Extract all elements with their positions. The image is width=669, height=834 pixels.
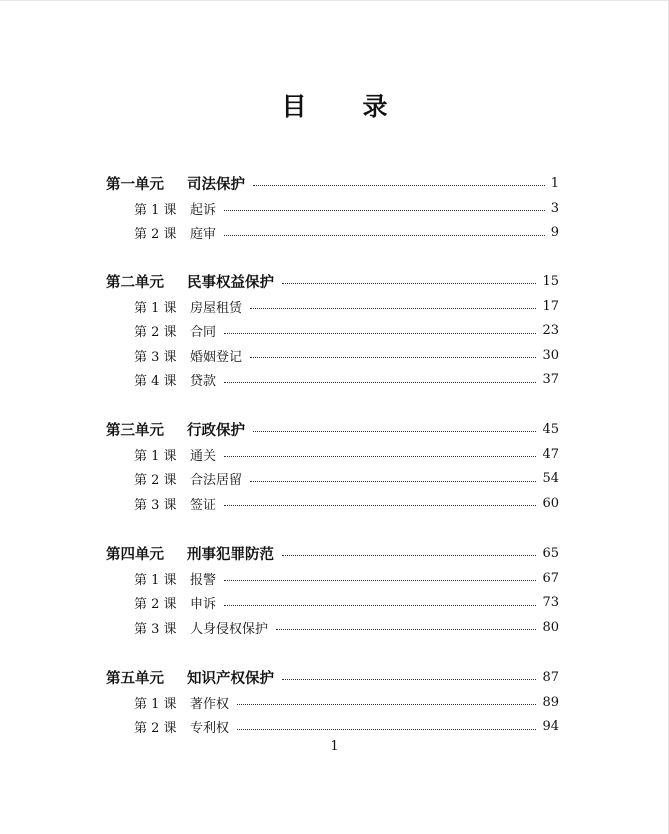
toc-lesson-title: 房屋租赁 — [190, 300, 243, 316]
toc-dot-leader — [224, 604, 536, 606]
toc-dot-leader — [237, 728, 536, 730]
page-title: 目录 — [281, 92, 444, 121]
toc-unit-title: 行政保护 — [187, 422, 245, 439]
toc-page-number: 45 — [542, 421, 559, 437]
toc-dot-leader — [250, 356, 536, 358]
toc-dot-leader — [282, 282, 536, 284]
toc-lesson-row — [0, 469, 669, 489]
toc-page-number: 47 — [542, 446, 559, 462]
toc-lesson-row — [0, 444, 669, 464]
toc-unit-row — [0, 173, 669, 193]
toc-lesson-label: 第 3 课 — [134, 621, 177, 637]
toc-lesson-label: 第 2 课 — [134, 597, 177, 612]
toc-lesson-row — [0, 692, 669, 712]
toc-page-number: 1 — [550, 175, 559, 191]
toc-page-number: 65 — [542, 545, 559, 561]
toc-unit-row — [0, 419, 669, 439]
toc-page-number: 87 — [542, 669, 559, 685]
toc-page-number: 89 — [542, 694, 559, 710]
toc-lesson-label: 第 2 课 — [134, 227, 177, 242]
toc-lesson-label: 第 2 课 — [134, 473, 177, 488]
toc-lesson-row — [0, 296, 669, 316]
toc-page-number: 37 — [542, 372, 559, 387]
toc-page-number: 67 — [542, 570, 559, 586]
toc-dot-leader — [276, 628, 536, 630]
toc-page-number: 9 — [550, 225, 559, 240]
toc-lesson-title: 专利权 — [190, 721, 230, 736]
toc-lesson-row — [0, 568, 669, 588]
toc-dot-leader — [253, 430, 536, 432]
toc-lesson-label: 第 1 课 — [134, 202, 177, 218]
toc-unit-label: 第四单元 — [106, 546, 164, 563]
toc-dot-leader — [224, 332, 536, 334]
toc-dot-leader — [250, 307, 536, 309]
toc-page-number: 73 — [542, 595, 559, 610]
toc-unit-title: 刑事犯罪防范 — [187, 546, 274, 563]
toc-unit-title: 司法保护 — [187, 176, 245, 193]
toc-dot-leader — [224, 234, 545, 236]
toc-dot-leader — [282, 554, 536, 556]
toc-unit-title: 民事权益保护 — [187, 274, 274, 291]
toc-lesson-title: 人身侵权保护 — [190, 621, 269, 637]
toc-lesson-label: 第 4 课 — [134, 374, 177, 389]
toc-page-number: 23 — [542, 323, 559, 338]
toc-lesson-title: 通关 — [190, 448, 217, 464]
toc-lesson-row — [0, 321, 669, 341]
toc-lesson-label: 第 1 课 — [134, 300, 177, 316]
toc-lesson-row — [0, 493, 669, 513]
toc-dot-leader — [224, 579, 536, 581]
toc-lesson-label: 第 3 课 — [134, 349, 177, 365]
toc-unit-label: 第一单元 — [106, 176, 164, 193]
toc-page-number: 17 — [542, 298, 559, 314]
toc-page-number: 54 — [542, 471, 559, 486]
toc-lesson-row — [0, 717, 669, 737]
toc-lesson-label: 第 1 课 — [134, 696, 177, 712]
toc-unit-label: 第二单元 — [106, 274, 164, 291]
toc-dot-leader — [224, 455, 536, 457]
toc-lesson-title: 签证 — [190, 497, 217, 513]
toc-lesson-label: 第 2 课 — [134, 325, 177, 340]
toc-dot-leader — [282, 678, 536, 680]
toc-lesson-title: 婚姻登记 — [190, 349, 243, 365]
toc-lesson-title: 起诉 — [190, 202, 217, 218]
toc-dot-leader — [250, 480, 536, 482]
toc-lesson-row — [0, 223, 669, 243]
toc-page-number: 60 — [542, 495, 559, 511]
toc-page-number: 15 — [542, 273, 559, 289]
toc-lesson-title: 报警 — [190, 572, 217, 588]
toc-unit-label: 第五单元 — [106, 670, 164, 687]
toc-unit-label: 第三单元 — [106, 422, 164, 439]
toc-unit-row — [0, 271, 669, 291]
toc-lesson-row — [0, 370, 669, 390]
toc-lesson-title: 贷款 — [190, 374, 217, 389]
page-footer-number: 1 — [330, 739, 339, 754]
toc-lesson-title: 庭审 — [190, 227, 217, 242]
toc-dot-leader — [224, 381, 536, 383]
toc-lesson-label: 第 1 课 — [134, 572, 177, 588]
toc-lesson-title: 申诉 — [190, 597, 217, 612]
toc-dot-leader — [237, 703, 536, 705]
toc-page-number: 80 — [542, 619, 559, 635]
toc-lesson-label: 第 1 课 — [134, 448, 177, 464]
toc-lesson-title: 合同 — [190, 325, 217, 340]
toc-lesson-row — [0, 198, 669, 218]
toc-dot-leader — [253, 184, 545, 186]
toc-unit-row — [0, 667, 669, 687]
toc-page-number: 94 — [542, 719, 559, 734]
toc-lesson-title: 合法居留 — [190, 473, 243, 488]
toc-lesson-label: 第 2 课 — [134, 721, 177, 736]
toc-page-number: 3 — [550, 200, 559, 216]
toc-dot-leader — [224, 504, 536, 506]
toc-page-number: 30 — [542, 347, 559, 363]
toc-dot-leader — [224, 209, 545, 211]
toc-unit-row — [0, 543, 669, 563]
toc-lesson-row — [0, 593, 669, 613]
toc-lesson-label: 第 3 课 — [134, 497, 177, 513]
toc-lesson-row — [0, 617, 669, 637]
toc-unit-title: 知识产权保护 — [187, 670, 274, 687]
toc-lesson-row — [0, 345, 669, 365]
toc-lesson-title: 著作权 — [190, 696, 230, 712]
